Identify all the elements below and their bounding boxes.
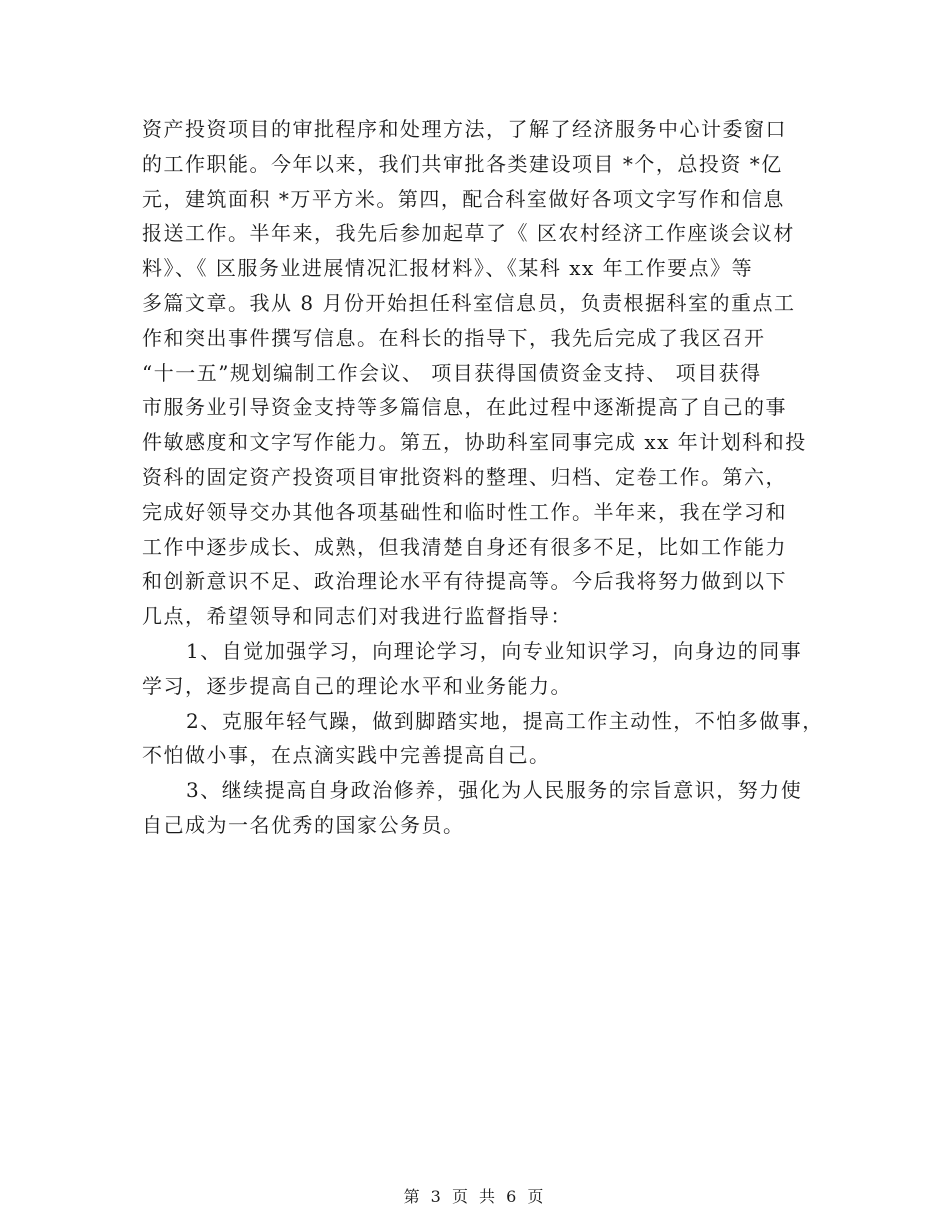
list-item-1-line: 1、自觉加强学习，向理论学习，向专业知识学习，向身边的同事 [186, 638, 803, 663]
document-body [142, 112, 824, 843]
text-line: 完成好领导交办其他各项基础性和临时性工作。半年来，我在学习和 [142, 499, 787, 524]
text-line: 多篇文章。我从 8 月份开始担任科室信息员，负责根据科室的重点工 [142, 290, 796, 315]
text-line: 件敏感度和文字写作能力。第五，协助科室同事完成 xx 年计划科和投 [142, 430, 807, 455]
list-item-2-line: 不怕做小事，在点滴实践中完善提高自己。 [142, 743, 551, 768]
list-item-3-line: 3、继续提高自身政治修养，强化为人民服务的宗旨意识，努力使 [186, 778, 803, 803]
list-item-2-line: 2、克服年轻气躁，做到脚踏实地，提高工作主动性，不怕多做事， [186, 708, 824, 733]
list-item-3-line: 自己成为一名优秀的国家公务员。 [142, 812, 465, 837]
text-line: 和创新意识不足、政治理论水平有待提高等。今后我将努力做到以下 [142, 569, 787, 594]
list-item-1-line: 学习，逐步提高自己的理论水平和业务能力。 [142, 673, 572, 698]
page-number-footer: 第 3 页 共 6 页 [403, 1187, 547, 1206]
text-line: 几点，希望领导和同志们对我进行监督指导： [142, 604, 572, 629]
text-line: 工作中逐步成长、成熟，但我清楚自身还有很多不足，比如工作能力 [142, 534, 787, 559]
text-line: 元，建筑面积 *万平方米。第四，配合科室做好各项文字写作和信息 [142, 186, 785, 211]
text-line: 的工作职能。今年以来，我们共审批各类建设项目 *个，总投资 *亿 [142, 151, 783, 176]
text-line: 报送工作。半年来，我先后参加起草了《 区农村经济工作座谈会议材 [142, 221, 795, 246]
text-line: “十一五”规划编制工作会议、 项目获得国债资金支持、 项目获得 [142, 360, 762, 385]
text-line: 资产投资项目的审批程序和处理方法，了解了经济服务中心计委窗口 [142, 117, 787, 141]
text-line: 作和突出事件撰写信息。在科长的指导下，我先后完成了我区召开 [142, 325, 766, 350]
text-line: 料》、《 区服务业进展情况汇报材料》、《某科 xx 年工作要点》等 [142, 256, 754, 281]
text-line: 资科的固定资产投资项目审批资料的整理、归档、定卷工作。第六， [142, 464, 787, 489]
text-line: 市服务业引导资金支持等多篇信息，在此过程中逐渐提高了自己的事 [142, 395, 787, 420]
